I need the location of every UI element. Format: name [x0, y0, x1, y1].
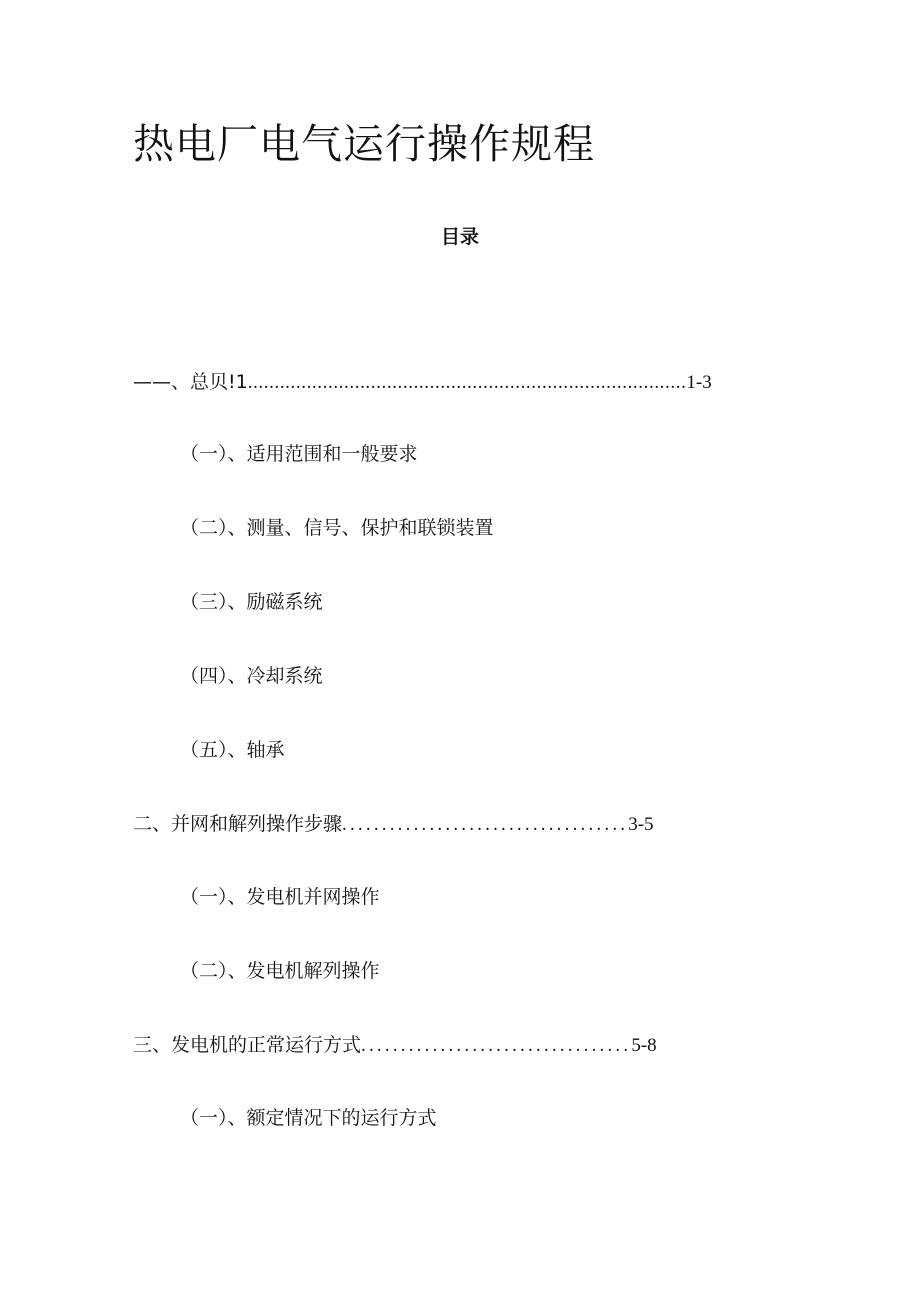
toc-leader-dots: ....................................: [342, 814, 629, 835]
toc-chapter-2[interactable]: [133, 812, 654, 836]
toc-chapter-label: 二、并网和解列操作步骤: [133, 813, 343, 835]
toc-section-2-2[interactable]: [180, 959, 380, 983]
toc-page-range: 3-5: [628, 814, 654, 835]
toc-section-1-2[interactable]: [180, 516, 494, 540]
document-title: 热电厂电气运行操作规程: [133, 120, 595, 168]
toc-page-range: 1-3: [686, 372, 712, 393]
toc-section-1-4[interactable]: [180, 664, 323, 688]
toc-section-label: （一）、适用范围和一般要求: [180, 443, 418, 465]
toc-section-label: （三）、励磁系统: [180, 591, 323, 613]
toc-chapter-1[interactable]: [133, 370, 712, 394]
toc-section-3-1[interactable]: [180, 1106, 437, 1130]
toc-section-label: （一）、发电机并网操作: [180, 886, 380, 908]
toc-leader-dots: ..................................: [361, 1035, 632, 1056]
toc-section-1-3[interactable]: [180, 590, 323, 614]
toc-page-range: 5-8: [631, 1035, 657, 1056]
toc-section-label: （二）、测量、信号、保护和联锁装置: [180, 517, 494, 539]
toc-section-label: （四）、冷却系统: [180, 665, 323, 687]
toc-section-label: （二）、发电机解列操作: [180, 960, 380, 982]
toc-section-2-1[interactable]: [180, 885, 380, 909]
toc-heading: 目录: [440, 226, 479, 248]
toc-section-label: （一）、额定情况下的运行方式: [180, 1107, 437, 1129]
toc-chapter-label: ——、总贝!1: [133, 371, 248, 393]
toc-leader-dots: ..................................................................................: [247, 372, 687, 393]
toc-section-1-1[interactable]: [180, 442, 418, 466]
toc-section-1-5[interactable]: [180, 738, 285, 762]
toc-section-label: （五）、轴承: [180, 739, 285, 761]
toc-chapter-label: 三、发电机的正常运行方式: [133, 1034, 362, 1056]
toc-chapter-3[interactable]: [133, 1033, 657, 1057]
